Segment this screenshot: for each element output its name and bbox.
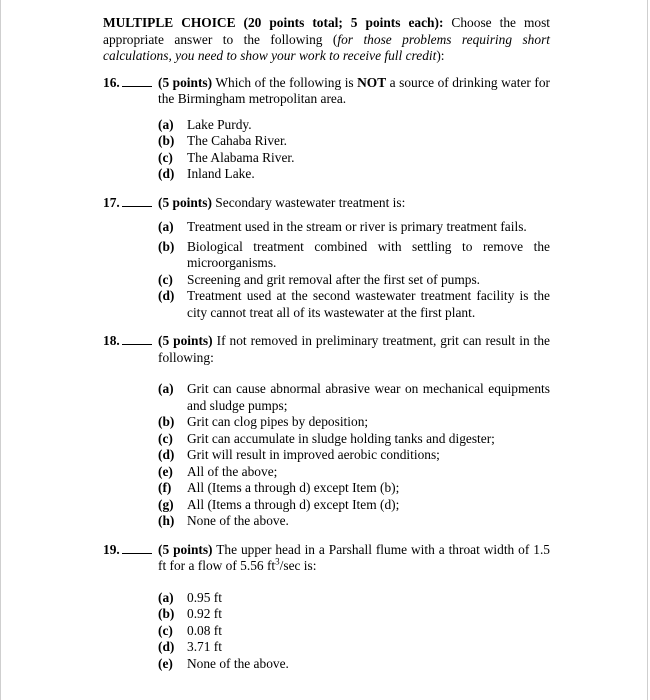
answer-blank[interactable] xyxy=(122,333,152,345)
option: (a) Lake Purdy. xyxy=(158,116,252,132)
option: (h) None of the above. xyxy=(158,513,289,528)
option: (a) 0.95 ft xyxy=(158,589,222,605)
question-number: 17. xyxy=(103,194,120,210)
option: (a) Treatment used in the stream or river is primary treatment fails. xyxy=(158,219,527,234)
option: (d) Grit will result in improved aerobic conditions; xyxy=(158,447,440,462)
option: (c) Screening and grit removal after the first set of pumps. xyxy=(158,271,481,287)
question-number: 19. xyxy=(103,541,120,557)
section-heading: MULTIPLE CHOICE (20 points total; 5 points each): xyxy=(103,15,444,30)
document-page xyxy=(103,15,550,672)
option: (c) 0.08 ft xyxy=(158,622,222,638)
options-list xyxy=(158,117,550,183)
question-text: (5 points) Secondary wastewater treatment is: xyxy=(158,194,406,210)
options-list xyxy=(158,590,550,673)
option: (b) Grit can clog pipes by deposition; xyxy=(158,414,369,429)
question-16 xyxy=(103,75,550,183)
option: (d) Treatment used at the second wastewater treatment facility is the city cannot treat all of its wastewater at the first plant. xyxy=(158,288,550,320)
question-text: (5 points) The upper head in a Parshall flume with a throat width of 1.5 ft for a flow of 5.56 $ft^3/\sec$ is: xyxy=(158,541,550,573)
question-number: 16. xyxy=(103,74,120,90)
option: (b) Biological treatment combined with settling to remove the microorganisms. xyxy=(158,238,550,270)
option: (c) The Alabama River. xyxy=(158,149,295,165)
option: (e) None of the above. xyxy=(158,655,289,671)
question-19 xyxy=(103,542,550,673)
option: (e) All of the above; xyxy=(158,463,278,479)
option: (a) Grit can cause abnormal abrasive wear on mechanical equipments and sludge pumps; xyxy=(158,381,550,413)
option: (c) Grit can accumulate in sludge holding tanks and digester; xyxy=(158,430,495,446)
answer-blank[interactable] xyxy=(122,75,152,87)
instructions: MULTIPLE CHOICE (20 points total; 5 points each): Choose the most appropriate answer to the following (for those problems requiring short calculations, you need to show your work to receive full credit): xyxy=(103,15,550,63)
question-text: (5 points) If not removed in preliminary treatment, grit can result in the following: xyxy=(158,333,550,365)
options-list xyxy=(158,219,550,321)
options-list xyxy=(158,381,550,530)
option: (g) All (Items a through d) except Item (d); xyxy=(158,496,400,512)
question-number: 18. xyxy=(103,333,120,348)
answer-blank[interactable] xyxy=(122,542,152,554)
option: (d) 3.71 ft xyxy=(158,639,222,654)
answer-blank[interactable] xyxy=(122,195,152,207)
question-17 xyxy=(103,195,550,322)
question-18 xyxy=(103,333,550,530)
question-text: (5 points) Which of the following is NOT a source of drinking water for the Birmingham metropolitan area. xyxy=(158,74,550,106)
option: (b) The Cahaba River. xyxy=(158,133,288,148)
option: (f) All (Items a through d) except Item (b); xyxy=(158,480,400,495)
option: (b) 0.92 ft xyxy=(158,606,222,621)
option: (d) Inland Lake. xyxy=(158,166,255,181)
